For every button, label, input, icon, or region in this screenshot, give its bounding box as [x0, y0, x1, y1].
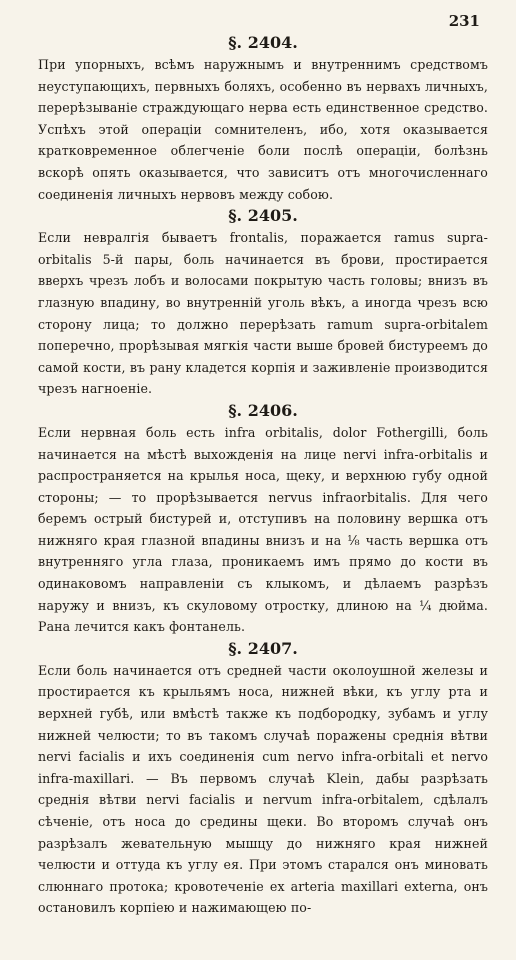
- section-2406: [38, 400, 488, 638]
- page-number: 231: [448, 12, 480, 30]
- section-text: Если боль начинается отъ средней части околоушной железы и простирается къ крыльямъ носа, нижней вѣки, къ углу рта и верхней губѣ, или вмѣстѣ также къ подбородку, зубамъ и углу нижней челюсти; то въ такомъ случаѣ поражены среднія вѣтви nervi facialis и ихъ соединенія cum nervo infra-orbitali et nervo infra-maxillari. — Въ первомъ случаѣ Klein, дабы разрѣзать среднія вѣтви nervi facialis и nervum infra-orbitalem, сдѣлалъ сѣченіе, отъ носа до средины щеки. Во второмъ случаѣ онъ разрѣзалъ жевательную мышцу до нижняго края нижней челюсти и оттуда къ углу ея. При этомъ старался онъ миновать слюннаго протока; кровотеченіе ex arteria maxillari externa, онъ остановилъ корпіею и нажимающею по-: [38, 662, 488, 916]
- section-heading: §. 2404.: [228, 33, 298, 52]
- section-heading: §. 2407.: [228, 638, 298, 658]
- section-heading: §. 2406.: [228, 400, 298, 420]
- section-text: При упорныхъ, всѣмъ наружнымъ и внутреннимъ средствомъ неуступающихъ, первныхъ боляхъ, особенно въ нервахъ личныхъ, перерѣзываніе страждующаго нерва есть единственное средство. Успѣхъ этой операціи сомнителенъ, ибо, хотя оказывается кратковременное облегченіе боли послѣ операціи, болѣзнь вскорѣ опять оказывается, что зависитъ отъ многочисленнаго соединенія личныхъ нервовъ между собою.: [38, 57, 488, 202]
- section-text: Если нервная боль есть infra orbitalis, dolor Fothergilli, боль начинается на мѣстѣ выхожденія на лице nervi infra-orbitalis и распространяется на крылья носа, щеку, и верхнюю губу одной стороны; — то прорѣзывается nervus infraorbitalis. Для чего беремъ острый бистурей и, отступивъ на половину вершка отъ нижняго края глазной впадины внизъ и на ⅛ часть вершка отъ внутренняго угла глаза, проникаемъ имъ прямо до кости въ одинаковомъ направленіи съ клыкомъ, и дѣлаемъ разрѣзъ наружу и внизъ, къ скуловому отростку, длиною на ¼ дюйма. Рана лечится какъ фонтанель.: [38, 424, 488, 635]
- section-2405: [38, 205, 488, 400]
- section-2407: [38, 638, 488, 919]
- section-2404: [38, 32, 488, 205]
- section-heading: §. 2405.: [228, 206, 298, 226]
- section-text: Если невралгія бываетъ frontalis, поражается ramus supra-orbitalis 5-й пары, боль начинается въ брови, простирается вверхъ чрезъ лобъ и волосами покрытую часть головы; внизъ въ глазную впадину, во внутренній уголь вѣкъ, а иногда чрезъ всю сторону лица; то должно перерѣзать ramum supra-orbitalem поперечно, прорѣзывая мягкія части выше бровей бистуреемъ до самой кости, въ рану кладется корпія и заживленіе производится чрезъ нагноеніе.: [38, 230, 488, 397]
